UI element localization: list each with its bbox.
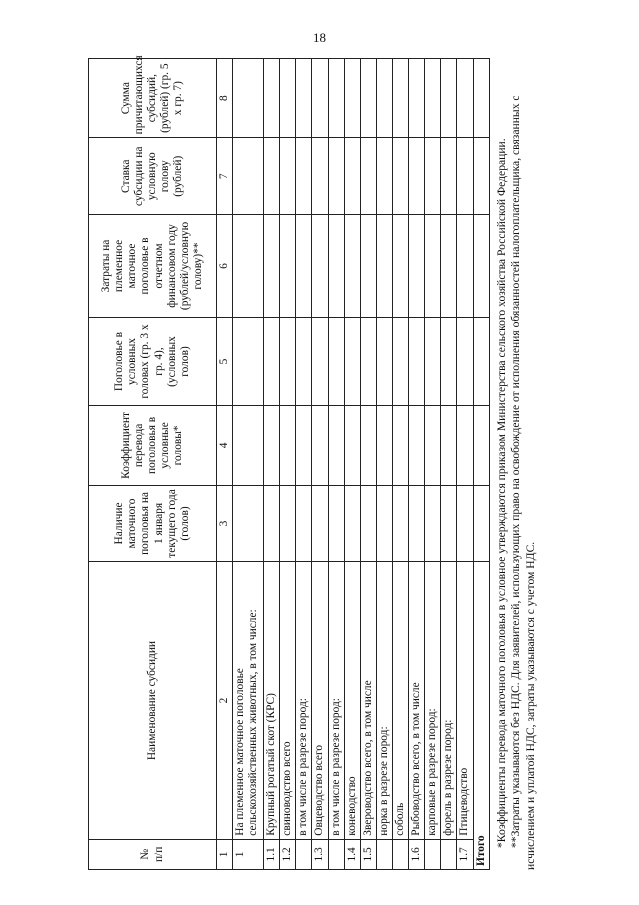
total-row	[473, 59, 489, 870]
index-cell: 8	[217, 59, 233, 138]
row-num	[392, 839, 408, 869]
table-row	[280, 59, 296, 870]
index-cell: 3	[217, 485, 233, 562]
table-row	[264, 59, 280, 870]
page-number: 18	[313, 30, 326, 45]
footnote-1: *Коэффициенты перевода маточного поголовья в условное утверждаются приказом Министерства сельского хозяйства Российской Федерации.	[494, 138, 508, 848]
index-cell: 7	[217, 138, 233, 215]
row-num: 1.3	[312, 839, 328, 869]
row-name: свиноводство всего	[280, 562, 296, 839]
index-cell: 2	[217, 562, 233, 839]
header-name: Наименование субсидии	[89, 562, 217, 839]
table-row	[233, 59, 264, 870]
header-col4: Коэффициент перевода поголовья в условные головы*	[89, 406, 217, 485]
index-cell: 5	[217, 317, 233, 406]
row-num: 1.6	[409, 839, 425, 869]
header-row	[89, 59, 217, 870]
row-num: 1.4	[344, 839, 360, 869]
row-num: 1.7	[457, 839, 473, 869]
row-num: 1.2	[280, 839, 296, 869]
row-name: карповые в разрезе пород:	[425, 562, 441, 839]
table-row	[409, 59, 425, 870]
index-row	[217, 59, 233, 870]
index-cell: 1	[217, 839, 233, 869]
row-name: норка в разрезе пород:	[376, 562, 392, 839]
row-num	[296, 839, 312, 869]
row-name: Рыбоводство всего, в том числе	[409, 562, 425, 839]
row-num: 1	[233, 839, 264, 869]
row-num	[425, 839, 441, 869]
row-name: соболь	[392, 562, 408, 839]
header-num: № п/п	[89, 839, 217, 869]
table-row	[392, 59, 408, 870]
row-name: форель в разрезе пород:	[441, 562, 457, 839]
table-row	[344, 59, 360, 870]
row-name: Крупный рогатый скот (КРС)	[264, 562, 280, 839]
row-name: Овцеводство всего	[312, 562, 328, 839]
total-label: Итого	[473, 562, 489, 870]
table-row	[457, 59, 473, 870]
table-row	[425, 59, 441, 870]
row-num	[328, 839, 344, 869]
row-name: в том числе в разрезе пород:	[296, 562, 312, 839]
header-col6: Затраты на племенное маточное поголовье в отчетном финансовом году (рублей/условную голову)**	[89, 215, 217, 318]
table-row	[360, 59, 376, 870]
index-cell: 4	[217, 406, 233, 485]
subsidy-table	[88, 55, 490, 870]
table-row	[376, 59, 392, 870]
header-col3: Наличие маточного поголовья на 1 января текущего года (голов)	[89, 485, 217, 562]
row-num	[441, 839, 457, 869]
row-num	[376, 839, 392, 869]
row-name: коневодство	[344, 562, 360, 839]
header-col8: Сумма причитающихся субсидий, (рублей) (гр. 5 х гр. 7)	[89, 59, 217, 138]
row-name: Звероводство всего, в том числе	[360, 562, 376, 839]
index-cell: 6	[217, 215, 233, 318]
table-row	[312, 59, 328, 870]
row-num: 1.1	[264, 839, 280, 869]
footnote-2: **Затраты указываются без НДС. Для заявителей, использующих право на освобождение от исполнения обязанностей налогоплательщика, связанных с исчислением и уплатой НДС, затраты указываются с учетом НДС.	[509, 95, 538, 870]
table-row	[328, 59, 344, 870]
header-col7: Ставка субсидии на условную голову (рублей)	[89, 138, 217, 215]
footnotes	[495, 58, 539, 870]
row-name: На племенное маточное поголовье сельскохозяйственных животных, в том числе:	[233, 562, 264, 839]
header-col5: Поголовье в условных головах (гр. 3 х гр. 4), (условных голов)	[89, 317, 217, 406]
row-name: в том числе в разрезе пород:	[328, 562, 344, 839]
table-row	[441, 59, 457, 870]
table-row	[296, 59, 312, 870]
row-name: Птицеводство	[457, 562, 473, 839]
rotated-content	[88, 40, 608, 870]
row-num: 1.5	[360, 839, 376, 869]
